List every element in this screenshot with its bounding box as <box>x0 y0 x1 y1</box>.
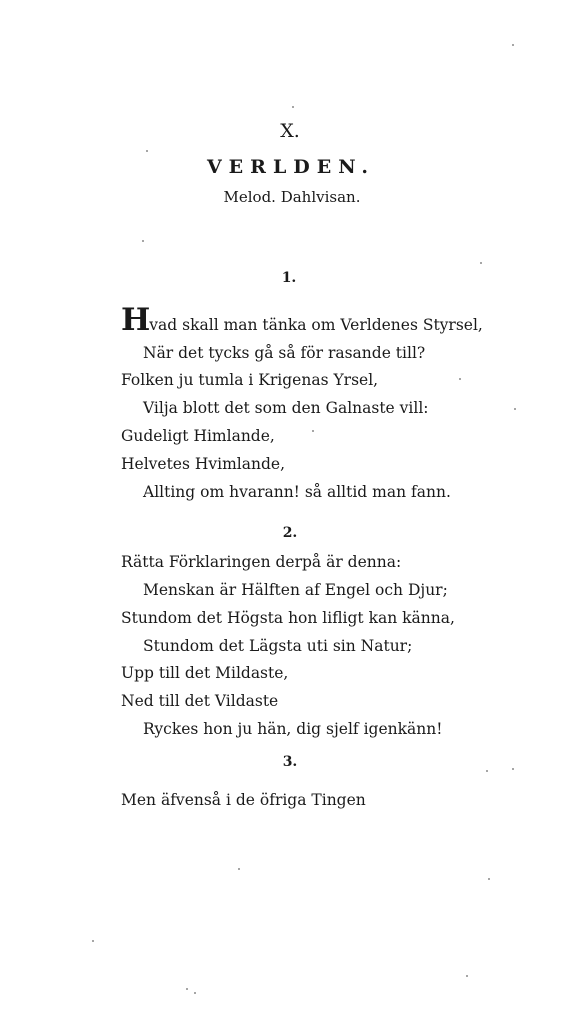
verse-line: Gudeligt Himlande, <box>121 427 275 445</box>
verse-line: Vilja blott det som den Galnaste vill: <box>143 399 429 417</box>
verse-line: Allting om hvarann! så alltid man fann. <box>143 483 451 501</box>
verse-line: Men äfvenså i de öfriga Tingen <box>121 791 366 809</box>
stanza-number: 1. <box>281 270 297 286</box>
verse-line: Ryckes hon ju hän, dig sjelf igenkänn! <box>143 720 443 738</box>
paper-speck <box>512 768 514 770</box>
paper-speck <box>459 378 461 380</box>
verse-line: Rätta Förklaringen derpå är denna: <box>121 553 402 571</box>
paper-speck <box>186 988 188 990</box>
paper-speck <box>466 975 468 977</box>
melody-note: Melod. Dahlvisan. <box>223 188 361 206</box>
paper-speck <box>480 262 482 264</box>
stanza-number: 3. <box>282 754 298 770</box>
verse-line: Stundom det Högsta hon lifligt kan känna, <box>121 609 455 627</box>
verse-line <box>121 302 483 338</box>
paper-speck <box>488 878 490 880</box>
stanza-number: 2. <box>282 525 298 541</box>
verse-line-rest: vad skall man tänka om Verldenes Styrsel, <box>149 316 483 334</box>
verse-line: När det tycks gå så för rasande till? <box>143 344 426 362</box>
poem-title: VERLDEN. <box>206 156 376 178</box>
paper-speck <box>194 992 196 994</box>
paper-speck <box>142 240 144 242</box>
paper-speck <box>238 868 240 870</box>
paper-speck <box>292 106 294 108</box>
paper-speck <box>486 770 488 772</box>
chapter-number: X. <box>280 120 300 142</box>
paper-speck <box>146 150 148 152</box>
verse-line: Folken ju tumla i Krigenas Yrsel, <box>121 371 379 389</box>
drop-cap: H <box>121 302 150 338</box>
verse-line: Ned till det Vildaste <box>121 692 279 710</box>
paper-speck <box>312 430 314 432</box>
verse-line: Menskan är Hälften af Engel och Djur; <box>143 581 448 599</box>
verse-line: Helvetes Hvimlande, <box>121 455 285 473</box>
paper-speck <box>512 44 514 46</box>
paper-speck <box>92 940 94 942</box>
verse-line: Upp till det Mildaste, <box>121 664 289 682</box>
verse-line: Stundom det Lägsta uti sin Natur; <box>143 637 413 655</box>
paper-speck <box>514 408 516 410</box>
